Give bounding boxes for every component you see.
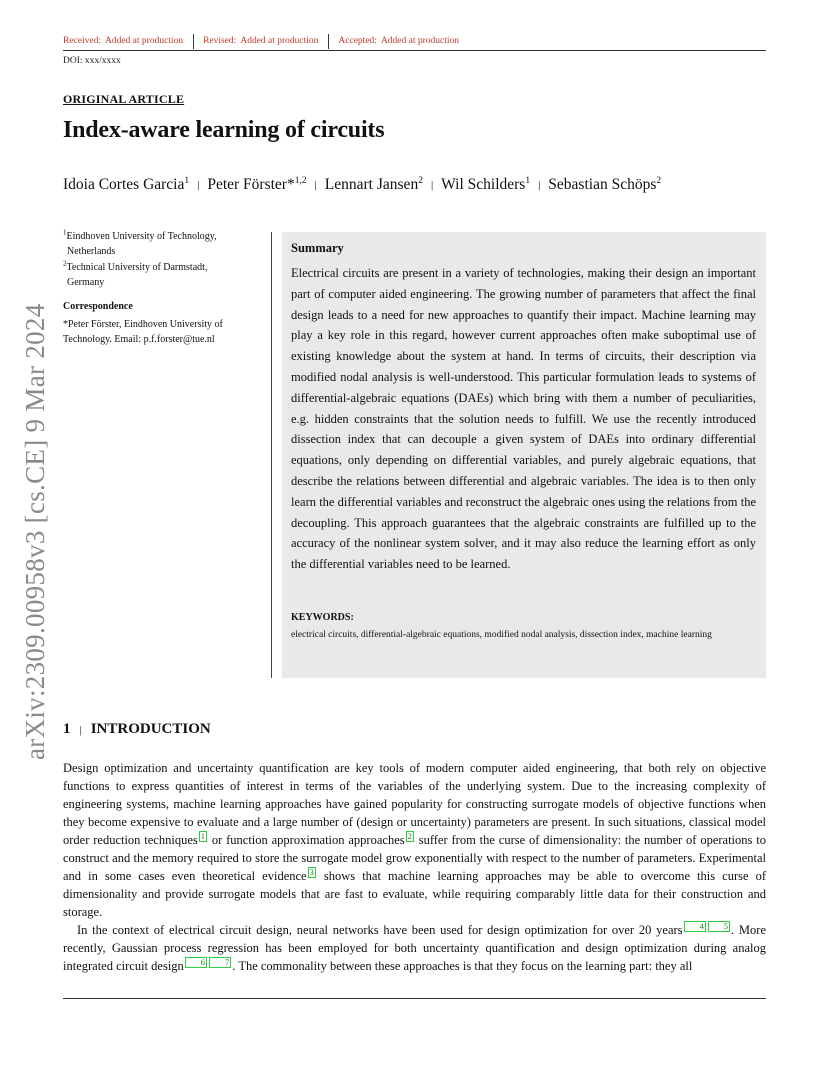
author-separator: | [314, 179, 317, 191]
author-separator: | [538, 179, 541, 191]
author-list [63, 176, 661, 194]
footer-rule [63, 998, 766, 999]
arxiv-identifier: arXiv:2309.00958v3 [cs.CE] 9 Mar 2024 [20, 303, 50, 760]
summary-heading: Summary [291, 241, 344, 255]
correspondence-heading: Correspondence [63, 301, 133, 312]
author: Lennart Jansen$^2$ [324, 175, 423, 193]
history-revised: Revised: Added at production [203, 36, 319, 46]
history-divider [328, 34, 329, 49]
paper-title: Index-aware learning of circuits [63, 117, 385, 143]
history-received: Received: Added at production [63, 36, 184, 46]
affiliation: $^2$Technical University of Darmstadt, Germany [63, 259, 208, 288]
summary-divider [271, 232, 272, 678]
citation-link[interactable]: 6 [185, 957, 207, 968]
affiliation: $^1$Eindhoven University of Technology, Netherlands [63, 228, 217, 257]
section-heading: 1 | INTRODUCTION [63, 721, 211, 737]
citation-link[interactable]: 1 [200, 831, 205, 841]
author-separator: | [430, 179, 434, 191]
author: Sebastian Schöps$^2$ [548, 175, 662, 193]
doi: DOI: xxx/xxxx [63, 56, 121, 66]
author: Wil Schilders$^1$ [441, 175, 531, 193]
citation-link[interactable]: 2 [407, 831, 412, 841]
body-text [63, 759, 766, 976]
citation-link[interactable]: 7 [209, 957, 231, 968]
citation-link[interactable]: 3 [309, 867, 314, 878]
article-type: ORIGINAL ARTICLE [63, 92, 185, 106]
summary-box [282, 232, 766, 678]
summary-text: Electrical circuits are present in a variety of technologies, making their design an important part of computer aided engineering. The growing number of parameters that affect the final design leads to a need for new approaches to quantify their impact. Machine learning may play a key role in this regard, however current approaches often make suboptimal use of existing knowledge about the system at hand. In terms of circuits, their description via modified nodal analysis is well-understood. This particular formulation leads to systems of differential-algebraic equations (DAEs) which bring with them a number of peculiarities, e.g. hidden constraints that the solution needs to fulfill. We use the recently introduced dissection index that can decouple a given system of DAEs into ordinary differential equations, only depending on differential variables, and purely algebraic equations, that describe the relations between differential and algebraic variables. The idea is to then only learn the differential variables and reconstruct the algebraic ones using the relations from the decoupling. This approach guarantees that the algebraic constraints are fulfilled up to the accuracy of the nonlinear system solver, and it may also reduce the learning effort as only the differential variables need to be learned. [291, 266, 756, 572]
citation-link[interactable]: 4 [684, 921, 706, 932]
paragraph: In the context of electrical circuit design, neural networks have been used for design optimization for over 20 years 4 5 . More recently, Gaussian process regression has been employed for both uncertainty quantification and design optimization during analog integrated circuit design 6 7 . The commonality between these approaches is that they focus on the learning part: they all [63, 921, 766, 974]
header-rule [63, 50, 766, 51]
author: Idoia Cortes Garcia$^1$ [63, 175, 190, 193]
paragraph: Design optimization and uncertainty quantification are key tools of modern computer aided engineering, that both rely on objective functions to express quantities of interest in terms of the variables of the underlying system. Due to the increasing complexity of engineering systems, machine learning approaches have gained popularity for constructing surrogate models of objective functions when they become expensive to evaluate and a large number of (design or uncertainty) parameters are present. In such situations, classical model order reduction techniques 1 or function approximation approaches 2 suffer from the curse of dimensionality: the number of operations to construct and the memory required to store the surrogate model grow exponentially with respect to the number of parameters. Experimental and in some cases even theoretical evidence 3 shows that machine learning approaches may be able to overcome this curse of dimensionality and provide surrogate models that are fast to evaluate, while requiring comparably little data for their construction and storage. [63, 761, 766, 920]
keywords-text: electrical circuits, differential-algebraic equations, modified nodal analysis, dissection index, machine learning [291, 630, 712, 640]
author: Peter Förster*$^{1,2}$ [207, 175, 307, 193]
keywords-heading: KEYWORDS: [291, 612, 354, 623]
correspondence-text: *Peter Förster, Eindhoven University of Technology. Email: p.f.forster@tue.nl [63, 319, 223, 345]
citation-link[interactable]: 5 [708, 921, 730, 932]
history-divider [193, 34, 194, 49]
history-accepted: Accepted: Added at production [338, 36, 460, 46]
author-separator: | [197, 179, 200, 191]
affiliations [63, 229, 263, 291]
